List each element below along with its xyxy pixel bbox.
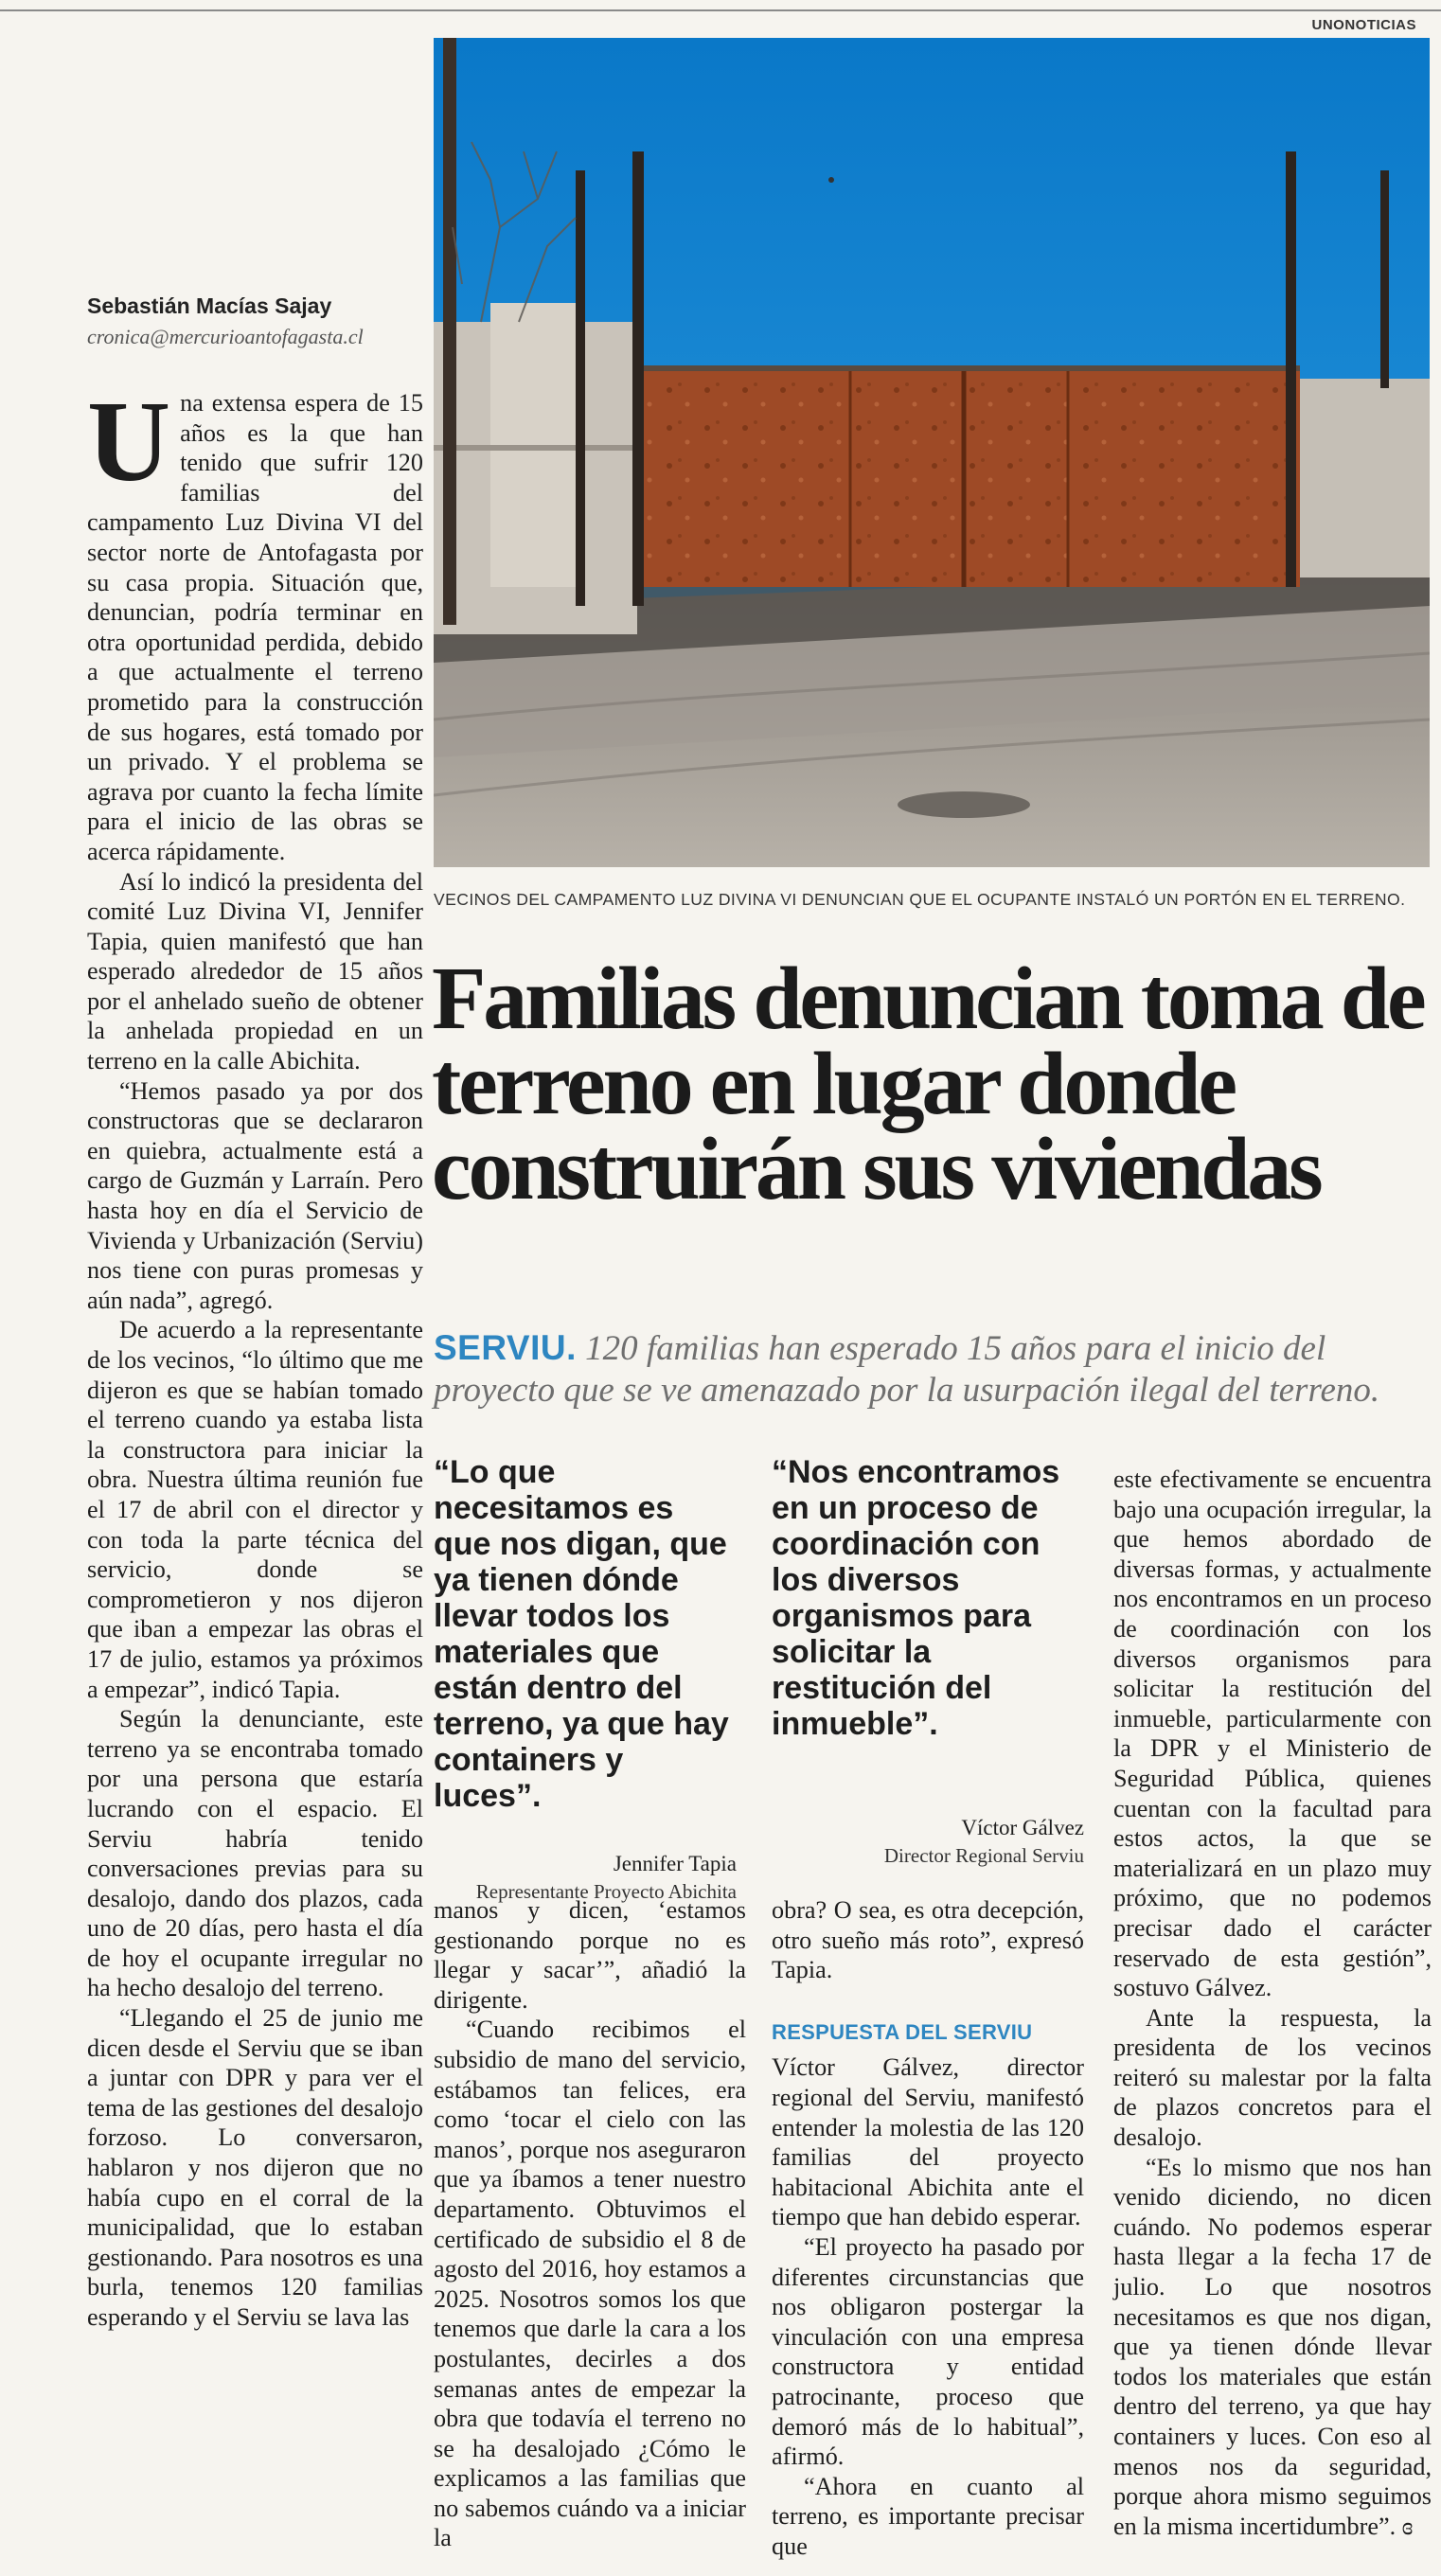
paragraph [1113, 2153, 1432, 2542]
paragraph: este efectivamente se encuentra bajo una ocupación irregular, la que hemos abordado de diversas formas, y actualmente nos encontramos en un proceso de coordinación con los diversos organismos para solicitar la restitución del inmueble, particularmente con la DPR y el Ministerio de Seguridad Pública, quienes cuentan con la facultad para estos actos, la que se materializará en un plazo muy próximo, que no podemos precisar dado el carácter reservado de esta gestión”, sostuvo Gálvez. [1113, 1466, 1432, 2002]
end-mark-icon: ɞ [1401, 2512, 1414, 2540]
photo-gate-icon [434, 38, 1430, 867]
author-email: cronica@mercurioantofagasta.cl [87, 325, 364, 348]
pull-quote-tapia [434, 1454, 737, 1904]
quote-text: “Nos encontramos en un proceso de coordinación con los diversos organismos para solicitar la restitución del inmueble”. [772, 1454, 1060, 1742]
headline: Familias denuncian toma de terreno en lugar donde construirán sus viviendas [432, 950, 1424, 1218]
paragraph: De acuerdo a la representante de los vecinos, “lo último que me dijeron es que se habían tomado el terreno cuando ya estaba lista la constructora para iniciar la obra. Nuestra última reunión fue el 17 de abril con el director y con toda la parte técnica del servicio, donde se comprometieron y nos dijeron que iban a empezar las obras el 17 de julio, estamos ya próximos a empezar”, indicó Tapia. [87, 1316, 423, 1703]
column-1 [87, 378, 423, 2566]
subhead-text: 120 familias han esperado 15 años para el inicio del proyecto que se ve amenazado por la usurpación ilegal del terreno. [434, 1329, 1380, 1410]
quote-name: Víctor Gálvez [961, 1816, 1084, 1839]
top-rule [0, 9, 1441, 11]
quote-role: Director Regional Serviu [883, 1844, 1084, 1867]
paragraph: na extensa espera de 15 años es la que han tenido que sufrir 120 familias del campamento Luz Divina VI del sector norte de Antofagasta por su casa propia. Situación que, denuncian, podría terminar en otra oportunidad perdida, debido a que actualmente el terreno prometido para la construcción de sus hogares, está tomado por un privado. Y el problema se agrava por cuanto la fecha límite para el inicio de las obras se acerca rápidamente. [87, 389, 423, 865]
quote-citation [772, 1816, 1084, 1868]
brand-label: UNONOTICIAS [1311, 17, 1416, 33]
column-2 [434, 1895, 746, 2553]
quote-name: Jennifer Tapia [613, 1852, 737, 1875]
byline [87, 293, 423, 349]
quote-text: “Lo que necesitamos es que nos digan, que ya tienen dónde llevar todos los materiales que están dentro del terreno, ya que hay containers y luces”. [434, 1454, 729, 1814]
paragraph: “Cuando recibimos el subsidio de mano del servicio, estábamos tan felices, era como ‘tocar el cielo con las manos’, porque nos aseguraron que ya íbamos a tener nuestro departamento. Obtuvimos el certificado de subsidio el 8 de agosto del 2016, hoy estamos a 2025. Nosotros somos los que tenemos que darle la cara a los postulantes, decirles a dos semanas antes de empezar la obra que todavía el terreno no se ha desalojado ¿Cómo le explicamos a las familias que no sabemos cuándo va a iniciar la [434, 2016, 746, 2552]
paragraph: Ante la respuesta, la presidenta de los vecinos reiteró su malestar por la falta de plazos concretos para el desalojo. [1113, 2003, 1432, 2152]
article-photo [434, 38, 1430, 867]
photo-caption: VECINOS DEL CAMPAMENTO LUZ DIVINA VI DENUNCIAN QUE EL OCUPANTE INSTALÓ UN PORTÓN EN EL TERRENO. [434, 890, 1406, 909]
paragraph: “Ahora en cuanto al terreno, es importante precisar que [772, 2472, 1084, 2560]
paragraph: Víctor Gálvez, director regional del Serviu, manifestó entender la molestia de las 120 familias del proyecto habitacional Abichita ante el tiempo que han debido esperar. [772, 2053, 1084, 2231]
pull-quote-galvez [772, 1454, 1084, 1868]
column-4 [1113, 1465, 1432, 2541]
paragraph: Así lo indicó la presidenta del comité Luz Divina VI, Jennifer Tapia, quien manifestó que han esperado alrededor de 15 años por el anhelado sueño de obtener la anhelada propiedad en un terreno en la calle Abichita. [87, 867, 423, 1075]
paragraph: manos y dicen, ‘estamos gestionando porque no es llegar y sacar’”, añadió la dirigente. [434, 1896, 746, 2014]
quote-role: Representante Proyecto Abichita [475, 1880, 737, 1903]
author-name: Sebastián Macías Sajay [87, 293, 332, 318]
drop-cap: U [87, 378, 171, 506]
column-3 [772, 1895, 1084, 2561]
paragraph: Según la denunciante, este terreno ya se encontraba tomado por una persona que estaría lucrando con el espacio. El Serviu habría tenido conversaciones previas para su desalojo, dando dos plazos, cada uno de 20 días, pero hasta el día de hoy el ocupante irregular no ha hecho desalojo del terreno. [87, 1705, 423, 2002]
subhead [434, 1327, 1428, 1412]
paragraph: “Llegando el 25 de junio me dicen desde el Serviu que se iban a juntar con DPR y para ver el tema de las gestiones del desalojo forzoso. Lo conversaron, hablaron y nos dijeron que no había cupo en el corral de la municipalidad, que lo estaban gestionando. Para nosotros es una burla, tenemos 120 familias esperando y el Serviu se lava las [87, 2004, 423, 2331]
paragraph-text: “Es lo mismo que nos han venido diciendo, no dicen cuándo. No podemos esperar hasta llegar a la fecha 17 de julio. Lo que nosotros necesitamos es que nos digan, que ya tienen dónde llevar todos los materiales que están dentro del terreno, ya que hay containers y luces. Con eso al menos nos da seguridad, porque ahora mismo seguimos en la misma incertidumbre”. [1113, 2153, 1432, 2540]
section-heading: RESPUESTA DEL SERVIU [772, 2019, 1033, 2044]
paragraph: “El proyecto ha pasado por diferentes circunstancias que nos obligaron postergar la vinculación con una empresa constructora y entidad patrocinante, proceso que demoró más de lo habitual”, afirmó. [772, 2232, 1084, 2471]
paragraph: obra? O sea, es otra decepción, otro sueño más roto”, expresó Tapia. [772, 1896, 1084, 1984]
paragraph: “Hemos pasado ya por dos constructoras que se declararon en quiebra, actualmente está a cargo de Guzmán y Larraín. Pero hasta hoy en día el Servicio de Vivienda y Urbanización (Serviu) nos tiene con puras promesas y aún nada”, agregó. [87, 1076, 423, 1314]
subhead-kicker: SERVIU. [434, 1328, 577, 1367]
